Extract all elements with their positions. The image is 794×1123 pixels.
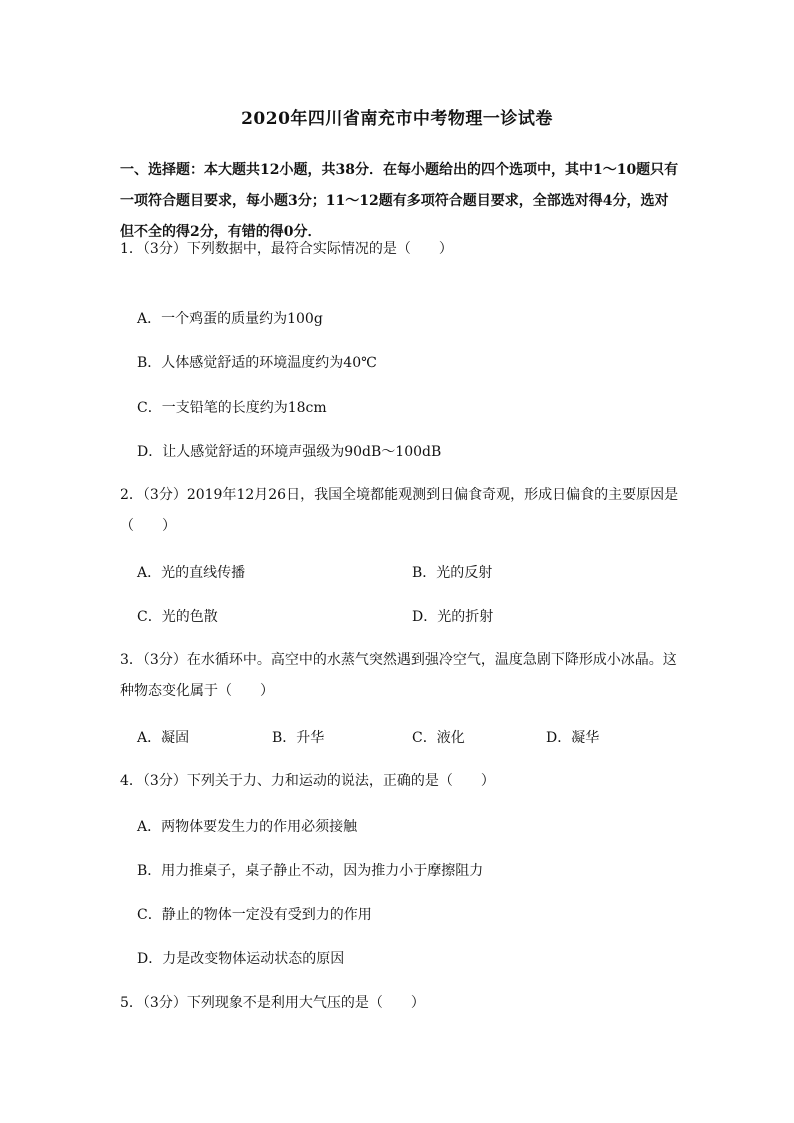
section-heading: 一、选择题：本大题共12小题，共38分．在每小题给出的四个选项中，其中1～10题只有一项符合题目要求，每小题3分；11～12题有多项符合题目要求，全部选对得4分，选对但不全的得2分，有错的得0分． — [120, 162, 679, 240]
question-3-option-d: D．凝华 — [546, 730, 600, 746]
question-4-option-a: A．两物体要发生力的作用必须接触 — [137, 819, 358, 835]
question-3-stem: 3．（3分）在水循环中。高空中的水蒸气突然遇到强冷空气，温度急剧下降形成小冰晶。这种物态变化属于（ ） — [120, 652, 677, 699]
question-3-option-b: B．升华 — [272, 730, 325, 746]
question-1-stem: 1．（3分）下列数据中，最符合实际情况的是（ ） — [120, 241, 453, 257]
question-1-option-c: C．一支铅笔的长度约为18cm — [137, 400, 327, 416]
question-2-option-c: C．光的色散 — [137, 609, 218, 625]
question-3-option-a: A．凝固 — [137, 730, 190, 746]
question-5-stem: 5．（3分）下列现象不是利用大气压的是（ ） — [120, 995, 425, 1011]
question-1-option-a: A．一个鸡蛋的质量约为100g — [137, 311, 323, 327]
question-3-option-c: C．液化 — [412, 730, 465, 746]
question-4-option-d: D．力是改变物体运动状态的原因 — [137, 951, 345, 967]
question-4-option-b: B．用力推桌子，桌子静止不动，因为推力小于摩擦阻力 — [137, 863, 484, 879]
question-4-stem: 4．（3分）下列关于力、力和运动的说法，正确的是（ ） — [120, 773, 495, 789]
page-title: 2020年四川省南充市中考物理一诊试卷 — [241, 109, 553, 129]
question-4-option-c: C．静止的物体一定没有受到力的作用 — [137, 907, 372, 923]
question-1-option-d: D．让人感觉舒适的环境声强级为90dB～100dB — [137, 444, 442, 460]
question-2-stem: 2．（3分）2019年12月26日，我国全境都能观测到日偏食奇观，形成日偏食的主要原因是（ ） — [120, 487, 679, 534]
question-2-option-b: B．光的反射 — [412, 565, 493, 581]
question-1-option-b: B．人体感觉舒适的环境温度约为40℃ — [137, 355, 377, 371]
question-2-option-d: D．光的折射 — [412, 609, 494, 625]
question-2-option-a: A．光的直线传播 — [137, 565, 246, 581]
